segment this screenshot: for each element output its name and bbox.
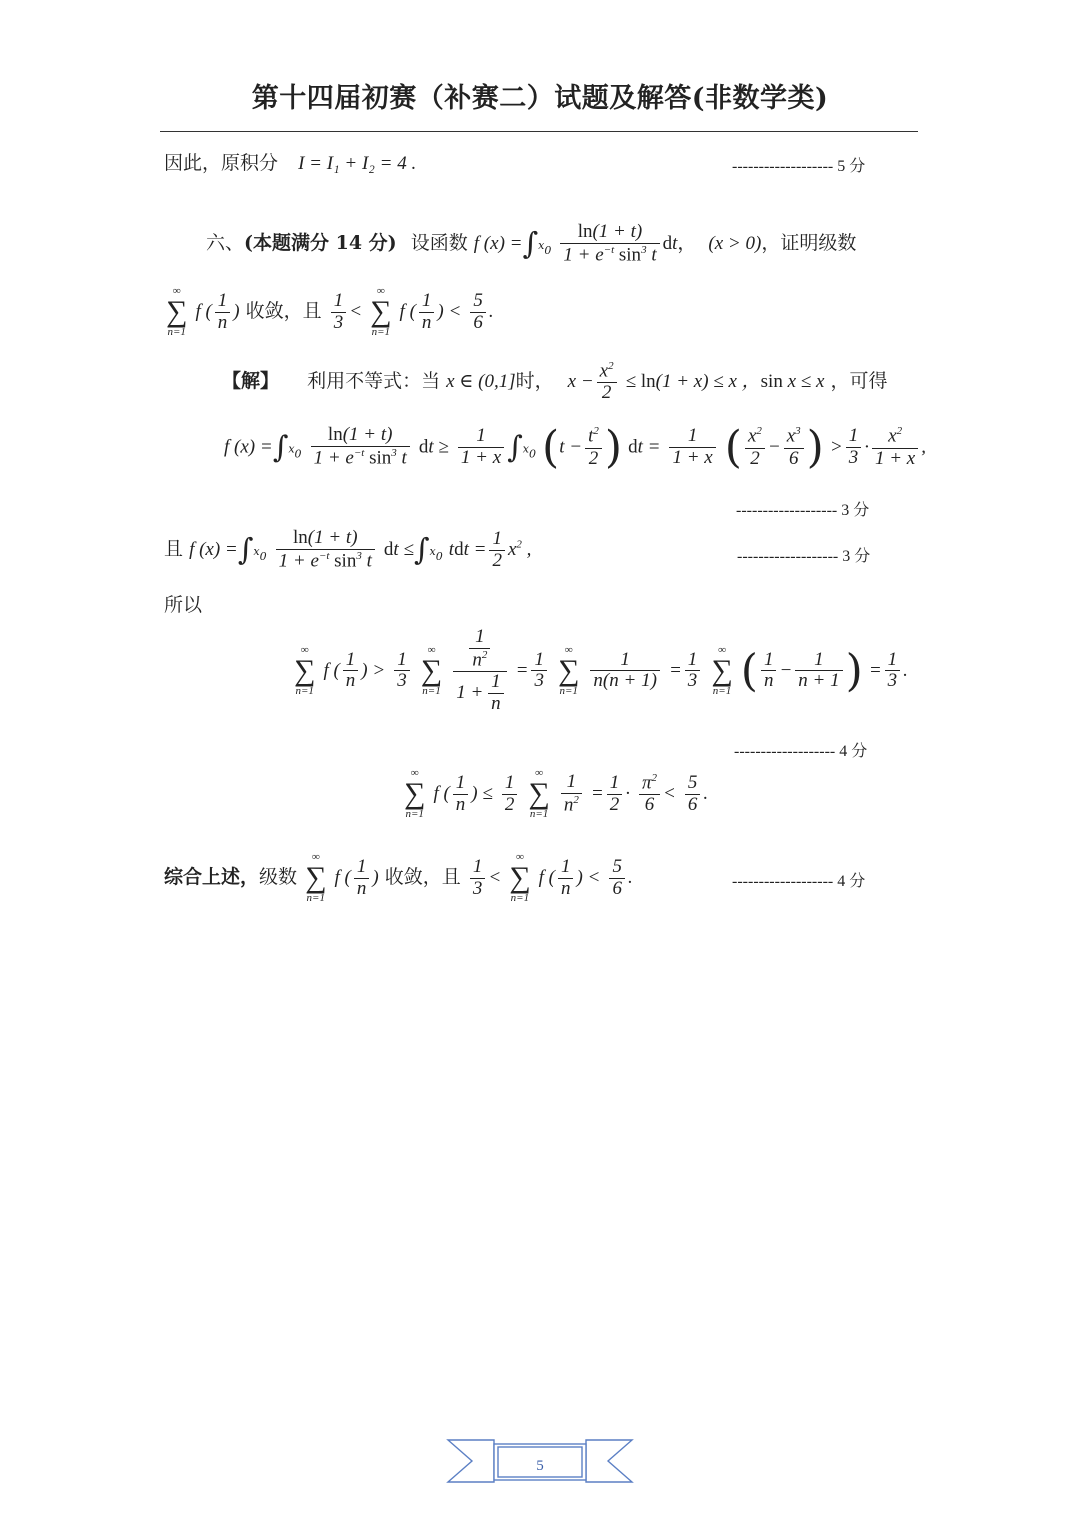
solution-intro: 【解】 利用不等式：当 x ∈ (0,1]时， x − $\frac{x^2}{2}$ ≤ ln(1 + x) ≤ x ，sin x ≤ x ，可得 [222,360,888,404]
conclusion-line: 因此，原积分 I = I₁ + I₂ = 4 . [164,152,417,174]
problem-six-claim: ∞ ∑ n=1 f ( $\frac{1}{n}$ ) 收敛，且 $\frac{1}{3}$ < ∞ ∑ n=1 f ( $\frac{1}{n}$ ) < $\frac{5}{6}$ . [166,285,494,338]
score-4b: ------------------- 4 分 [732,873,866,890]
final-conclusion: 综合上述，级数 ∞ ∑ n=1 f ( $\frac{1}{n}$ ) 收敛，且 $\frac{1}{3}$ < ∞ ∑ n=1 f ( $\frac{1}{n}$ ) < $\frac{5}{6}$ . [164,851,633,904]
header-rule [160,131,918,132]
lower-bound-equation: f $(x) =\int x_0$ $\frac{\ln(1 + t)}{1 + e^{-t} \sin^3 t}$ dt ≥ $\frac{1}{1 + x}$ $\int x_0$ (t − $\frac{t^2}{2}$ ) dt = $\frac{1}{1 + x}$ ( $\frac{x^2}{2}$ − $\frac{x^3}{6}$ ) > $\frac{1}{3}$ · $\frac{x^2}{1 + x}$ , [224,422,926,473]
upper-bound-equation: 且 f $(x) =\int x_0$ $\frac{\ln(1 + t)}{1 + e^{-t} \sin^3 t}$ dt $\le\int x_0$ tdt = $\frac{1}{2}$ $x^2$ , [164,527,532,572]
problem-six-statement: 六、(本题满分 14 分) 设函数 f $(x) =\int x_0$ $\frac{\ln(1 + t)}{1 + e^{-t} \sin^3 t}$ dt， (x > 0)，证明级数 [206,221,857,266]
score-5: ------------------- 5 分 [732,158,866,175]
therefore-label: 所以 [164,594,203,616]
page-number: 5 [536,1458,544,1474]
page-title: 第十四届初赛（补赛二）试题及解答(非数学类) [251,83,829,114]
series-lower-sum: ∞ ∑ n=1 f ( $\frac{1}{n}$ ) > $\frac{1}{3}$ ∞ ∑ n=1 $\frac{1}{n^2}$ 1 + $\frac{1}{n}$ = $\frac{1}{3}$ ∞ ∑ n=1 $\frac{1}{n(n + 1)}$ = $\frac{1}{3}$ ∞ ∑ n=1 ( $\frac{1}{n}$ − $\frac{1}{n + 1}$ ) = $\frac{1}{3}$ . [294,626,908,714]
score-3b: ------------------- 3 分 [737,548,871,565]
score-3a: ------------------- 3 分 [736,502,870,519]
score-4a: ------------------- 4 分 [734,743,868,760]
series-upper-sum: ∞ ∑ n=1 f ( $\frac{1}{n}$ ) ≤ $\frac{1}{2}$ ∞ ∑ n=1 $\frac{1}{n^2}$ = $\frac{1}{2}$ · $\frac{\pi^2}{6}$ < $\frac{5}{6}$ . [404,767,709,820]
